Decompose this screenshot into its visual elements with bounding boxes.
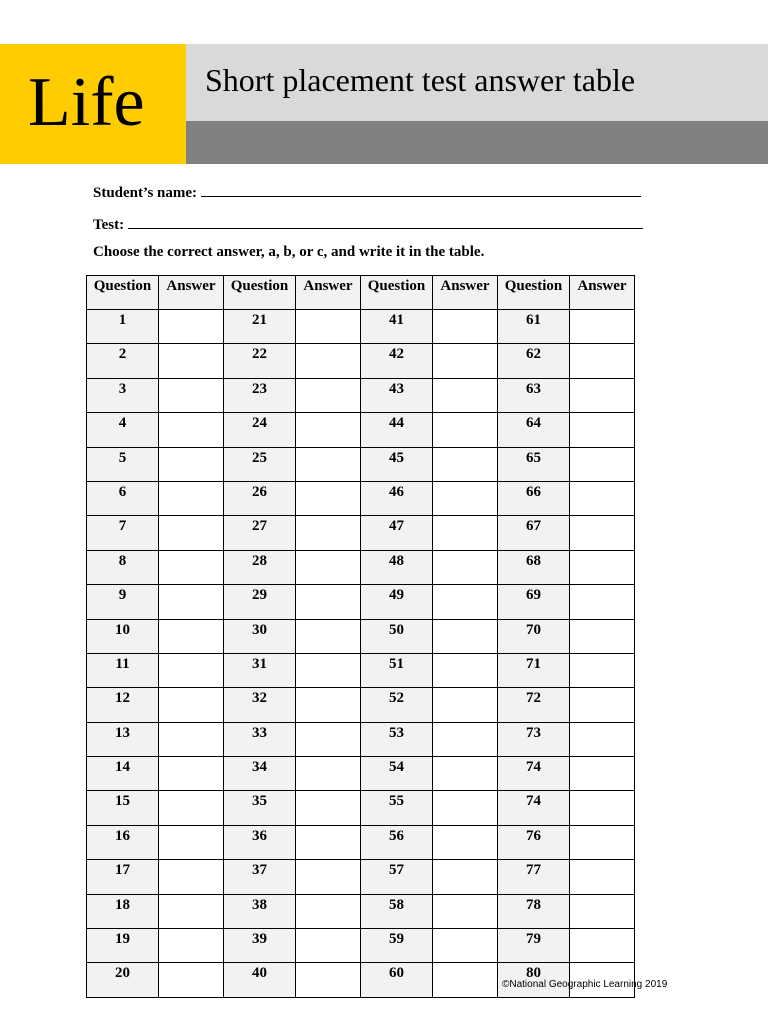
question-number: 67: [498, 516, 570, 550]
answer-cell[interactable]: [433, 825, 498, 859]
question-number: 48: [361, 550, 433, 584]
question-number: 33: [224, 722, 296, 756]
answer-cell[interactable]: [159, 585, 224, 619]
question-number: 39: [224, 929, 296, 963]
question-number: 57: [361, 860, 433, 894]
answer-cell[interactable]: [570, 722, 635, 756]
answer-cell[interactable]: [433, 447, 498, 481]
page-title: Short placement test answer table: [205, 62, 636, 98]
answer-cell[interactable]: [296, 860, 361, 894]
question-number: 80: [498, 963, 570, 997]
table-row: [87, 481, 635, 515]
table-header-row: [87, 276, 635, 310]
answer-cell[interactable]: [296, 310, 361, 344]
question-number: 65: [498, 447, 570, 481]
question-number: 2: [87, 344, 159, 378]
question-number: 30: [224, 619, 296, 653]
question-number: 32: [224, 688, 296, 722]
question-number: 52: [361, 688, 433, 722]
question-number: 64: [498, 413, 570, 447]
answer-cell[interactable]: [296, 929, 361, 963]
question-number: 4: [87, 413, 159, 447]
question-number: 6: [87, 481, 159, 515]
answer-cell[interactable]: [570, 653, 635, 687]
question-number: 49: [361, 585, 433, 619]
table-row: [87, 378, 635, 412]
question-number: 5: [87, 447, 159, 481]
answer-cell[interactable]: [433, 653, 498, 687]
copyright: ©National Geographic Learning 2019: [502, 979, 668, 990]
question-number: 20: [87, 963, 159, 997]
question-number: 40: [224, 963, 296, 997]
table-row: [87, 791, 635, 825]
question-number: 50: [361, 619, 433, 653]
question-number: 66: [498, 481, 570, 515]
column-header: Question: [224, 276, 296, 310]
answer-cell[interactable]: [570, 516, 635, 550]
answer-cell[interactable]: [433, 550, 498, 584]
answer-cell[interactable]: [570, 447, 635, 481]
question-number: 7: [87, 516, 159, 550]
answer-cell[interactable]: [433, 619, 498, 653]
question-number: 16: [87, 825, 159, 859]
column-header: Answer: [433, 276, 498, 310]
question-number: 31: [224, 653, 296, 687]
question-number: 55: [361, 791, 433, 825]
answer-cell[interactable]: [296, 481, 361, 515]
question-number: 72: [498, 688, 570, 722]
question-number: 36: [224, 825, 296, 859]
table-row: [87, 447, 635, 481]
question-number: 44: [361, 413, 433, 447]
question-number: 46: [361, 481, 433, 515]
test-label: Test:: [93, 217, 125, 233]
question-number: 17: [87, 860, 159, 894]
answer-cell[interactable]: [296, 378, 361, 412]
title-bar: [186, 44, 768, 121]
answer-cell[interactable]: [159, 929, 224, 963]
answer-cell[interactable]: [570, 757, 635, 791]
question-number: 3: [87, 378, 159, 412]
question-number: 63: [498, 378, 570, 412]
question-number: 77: [498, 860, 570, 894]
answer-cell[interactable]: [159, 550, 224, 584]
question-number: 69: [498, 585, 570, 619]
answer-cell[interactable]: [433, 481, 498, 515]
test-blank[interactable]: [128, 214, 643, 229]
column-header: Answer: [296, 276, 361, 310]
table-row: [87, 413, 635, 447]
student-name-label: Student’s name:: [93, 185, 198, 201]
answer-cell[interactable]: [296, 791, 361, 825]
question-number: 74: [498, 757, 570, 791]
answer-cell[interactable]: [296, 963, 361, 997]
answer-cell[interactable]: [296, 413, 361, 447]
question-number: 35: [224, 791, 296, 825]
answer-cell[interactable]: [570, 929, 635, 963]
question-number: 42: [361, 344, 433, 378]
question-number: 25: [224, 447, 296, 481]
answer-cell[interactable]: [296, 757, 361, 791]
answer-cell[interactable]: [296, 722, 361, 756]
question-number: 11: [87, 653, 159, 687]
question-number: 68: [498, 550, 570, 584]
student-name-blank[interactable]: [201, 182, 641, 197]
answer-cell[interactable]: [296, 550, 361, 584]
answer-cell[interactable]: [159, 757, 224, 791]
question-number: 79: [498, 929, 570, 963]
answer-cell[interactable]: [570, 894, 635, 928]
table-row: [87, 516, 635, 550]
answer-cell[interactable]: [570, 791, 635, 825]
header-stripe: [186, 121, 768, 164]
answer-cell[interactable]: [570, 585, 635, 619]
question-number: 58: [361, 894, 433, 928]
answer-cell[interactable]: [570, 344, 635, 378]
answer-cell[interactable]: [159, 310, 224, 344]
table-row: [87, 929, 635, 963]
column-header: Question: [87, 276, 159, 310]
answer-cell[interactable]: [159, 963, 224, 997]
answer-cell[interactable]: [296, 825, 361, 859]
question-number: 54: [361, 757, 433, 791]
question-number: 38: [224, 894, 296, 928]
question-number: 70: [498, 619, 570, 653]
table-row: [87, 757, 635, 791]
column-header: Answer: [570, 276, 635, 310]
question-number: 62: [498, 344, 570, 378]
question-number: 41: [361, 310, 433, 344]
question-number: 76: [498, 825, 570, 859]
answer-cell[interactable]: [433, 585, 498, 619]
question-number: 28: [224, 550, 296, 584]
answer-cell[interactable]: [159, 825, 224, 859]
answer-cell[interactable]: [570, 688, 635, 722]
question-number: 9: [87, 585, 159, 619]
answer-table: [86, 275, 635, 998]
answer-cell[interactable]: [159, 894, 224, 928]
answer-cell[interactable]: [159, 481, 224, 515]
answer-cell[interactable]: [433, 963, 498, 997]
answer-cell[interactable]: [159, 791, 224, 825]
test-field: [93, 214, 643, 233]
question-number: 59: [361, 929, 433, 963]
answer-cell[interactable]: [433, 722, 498, 756]
answer-cell[interactable]: [570, 825, 635, 859]
question-number: 27: [224, 516, 296, 550]
question-number: 26: [224, 481, 296, 515]
answer-cell[interactable]: [296, 894, 361, 928]
question-number: 34: [224, 757, 296, 791]
question-number: 47: [361, 516, 433, 550]
column-header: Question: [361, 276, 433, 310]
table-row: [87, 619, 635, 653]
question-number: 22: [224, 344, 296, 378]
answer-cell[interactable]: [570, 378, 635, 412]
question-number: 19: [87, 929, 159, 963]
answer-cell[interactable]: [159, 447, 224, 481]
question-number: 74: [498, 791, 570, 825]
answer-cell[interactable]: [433, 413, 498, 447]
question-number: 13: [87, 722, 159, 756]
answer-cell[interactable]: [159, 378, 224, 412]
question-number: 73: [498, 722, 570, 756]
answer-cell[interactable]: [433, 757, 498, 791]
answer-cell[interactable]: [296, 653, 361, 687]
question-number: 61: [498, 310, 570, 344]
answer-cell[interactable]: [570, 413, 635, 447]
logo-block: [0, 44, 186, 164]
answer-cell[interactable]: [433, 378, 498, 412]
answer-cell[interactable]: [570, 310, 635, 344]
instructions: Choose the correct answer, a, b, or c, and write it in the table.: [93, 244, 485, 260]
answer-cell[interactable]: [433, 516, 498, 550]
question-number: 15: [87, 791, 159, 825]
table-row: [87, 825, 635, 859]
table-row: [87, 585, 635, 619]
question-number: 29: [224, 585, 296, 619]
question-number: 37: [224, 860, 296, 894]
answer-cell[interactable]: [433, 344, 498, 378]
table-row: [87, 860, 635, 894]
answer-cell[interactable]: [159, 860, 224, 894]
answer-cell[interactable]: [296, 585, 361, 619]
answer-cell[interactable]: [433, 688, 498, 722]
table-row: [87, 550, 635, 584]
student-name-field: [93, 182, 641, 201]
table-row: [87, 894, 635, 928]
question-number: 23: [224, 378, 296, 412]
question-number: 18: [87, 894, 159, 928]
column-header: Question: [498, 276, 570, 310]
question-number: 10: [87, 619, 159, 653]
question-number: 78: [498, 894, 570, 928]
answer-cell[interactable]: [296, 447, 361, 481]
question-number: 1: [87, 310, 159, 344]
question-number: 12: [87, 688, 159, 722]
answer-cell[interactable]: [159, 653, 224, 687]
table-row: [87, 344, 635, 378]
answer-cell[interactable]: [433, 860, 498, 894]
answer-cell[interactable]: [159, 619, 224, 653]
column-header: Answer: [159, 276, 224, 310]
answer-cell[interactable]: [570, 550, 635, 584]
question-number: 24: [224, 413, 296, 447]
question-number: 21: [224, 310, 296, 344]
question-number: 56: [361, 825, 433, 859]
answer-cell[interactable]: [159, 722, 224, 756]
question-number: 53: [361, 722, 433, 756]
answer-cell[interactable]: [296, 619, 361, 653]
question-number: 45: [361, 447, 433, 481]
answer-cell[interactable]: [433, 929, 498, 963]
question-number: 71: [498, 653, 570, 687]
answer-cell[interactable]: [570, 619, 635, 653]
answer-cell[interactable]: [159, 344, 224, 378]
answer-cell[interactable]: [296, 688, 361, 722]
table-row: [87, 310, 635, 344]
answer-cell[interactable]: [159, 688, 224, 722]
question-number: 8: [87, 550, 159, 584]
answer-cell[interactable]: [433, 791, 498, 825]
table-row: [87, 688, 635, 722]
question-number: 51: [361, 653, 433, 687]
answer-cell[interactable]: [159, 516, 224, 550]
question-number: 43: [361, 378, 433, 412]
answer-cell[interactable]: [296, 344, 361, 378]
answer-cell[interactable]: [159, 413, 224, 447]
logo-text: Life: [28, 64, 145, 141]
table-row: [87, 722, 635, 756]
answer-cell[interactable]: [570, 481, 635, 515]
answer-cell[interactable]: [296, 516, 361, 550]
answer-cell[interactable]: [570, 860, 635, 894]
answer-cell[interactable]: [433, 310, 498, 344]
table-row: [87, 653, 635, 687]
answer-cell[interactable]: [433, 894, 498, 928]
question-number: 60: [361, 963, 433, 997]
question-number: 14: [87, 757, 159, 791]
